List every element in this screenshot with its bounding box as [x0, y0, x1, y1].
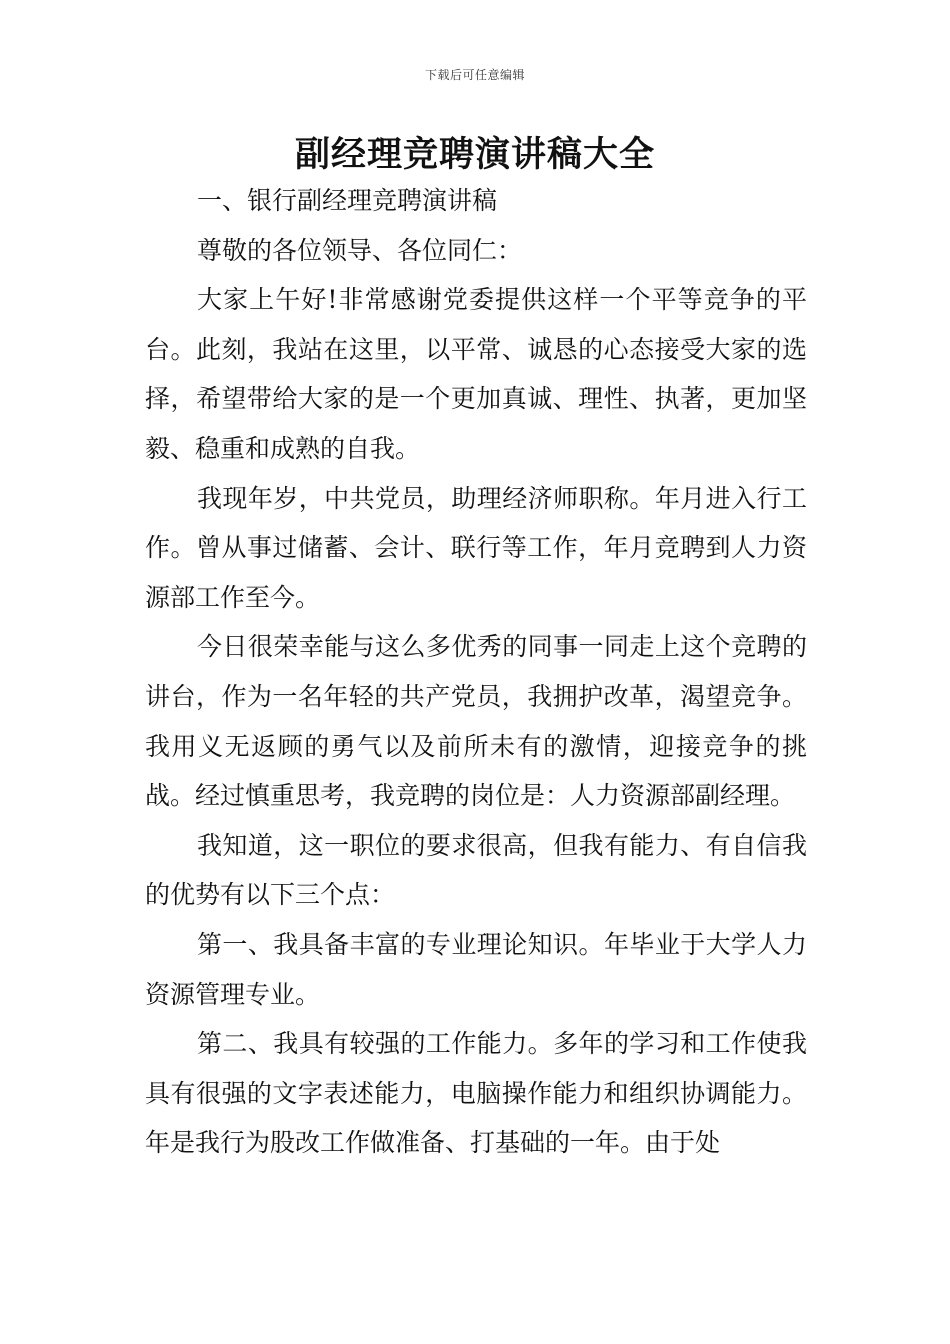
paragraph: 第一、我具备丰富的专业理论知识。年毕业于大学人力资源管理专业。: [145, 929, 807, 1009]
salutation: 尊敬的各位领导、各位同仁：: [197, 235, 523, 265]
paragraph: 大家上午好!非常感谢党委提供这样一个平等竞争的平台。此刻，我站在这里，以平常、诚恳的心态接受大家的选择，希望带给大家的是一个更加真诚、理性、执著，更加坚毅、稳重和成熟的自我。: [145, 285, 807, 463]
document-body: [145, 176, 807, 1168]
paragraph: 第二、我具有较强的工作能力。多年的学习和工作使我具有很强的文字表述能力，电脑操作能力和组织协调能力。年是我行为股改工作做准备、打基础的一年。由于处: [145, 1029, 807, 1158]
header-note: 下载后可任意编辑: [424, 68, 525, 82]
paragraph: 我现年岁，中共党员，助理经济师职称。年月进入行工作。曾从事过储蓄、会计、联行等工作，年月竞聘到人力资源部工作至今。: [145, 483, 807, 612]
paragraph: 我知道，这一职位的要求很高，但我有能力、有自信我的优势有以下三个点：: [145, 830, 807, 910]
paragraph: 今日很荣幸能与这么多优秀的同事一同走上这个竞聘的讲台，作为一名年轻的共产党员，我拥护改革，渴望竞争。我用义无返顾的勇气以及前所未有的激情，迎接竞争的挑战。经过慎重思考，我竞聘的岗位是：人力资源部副经理。: [145, 632, 807, 811]
section-heading: 一、银行副经理竞聘演讲稿: [197, 186, 498, 215]
page-title: 副经理竞聘演讲稿大全: [294, 134, 655, 175]
